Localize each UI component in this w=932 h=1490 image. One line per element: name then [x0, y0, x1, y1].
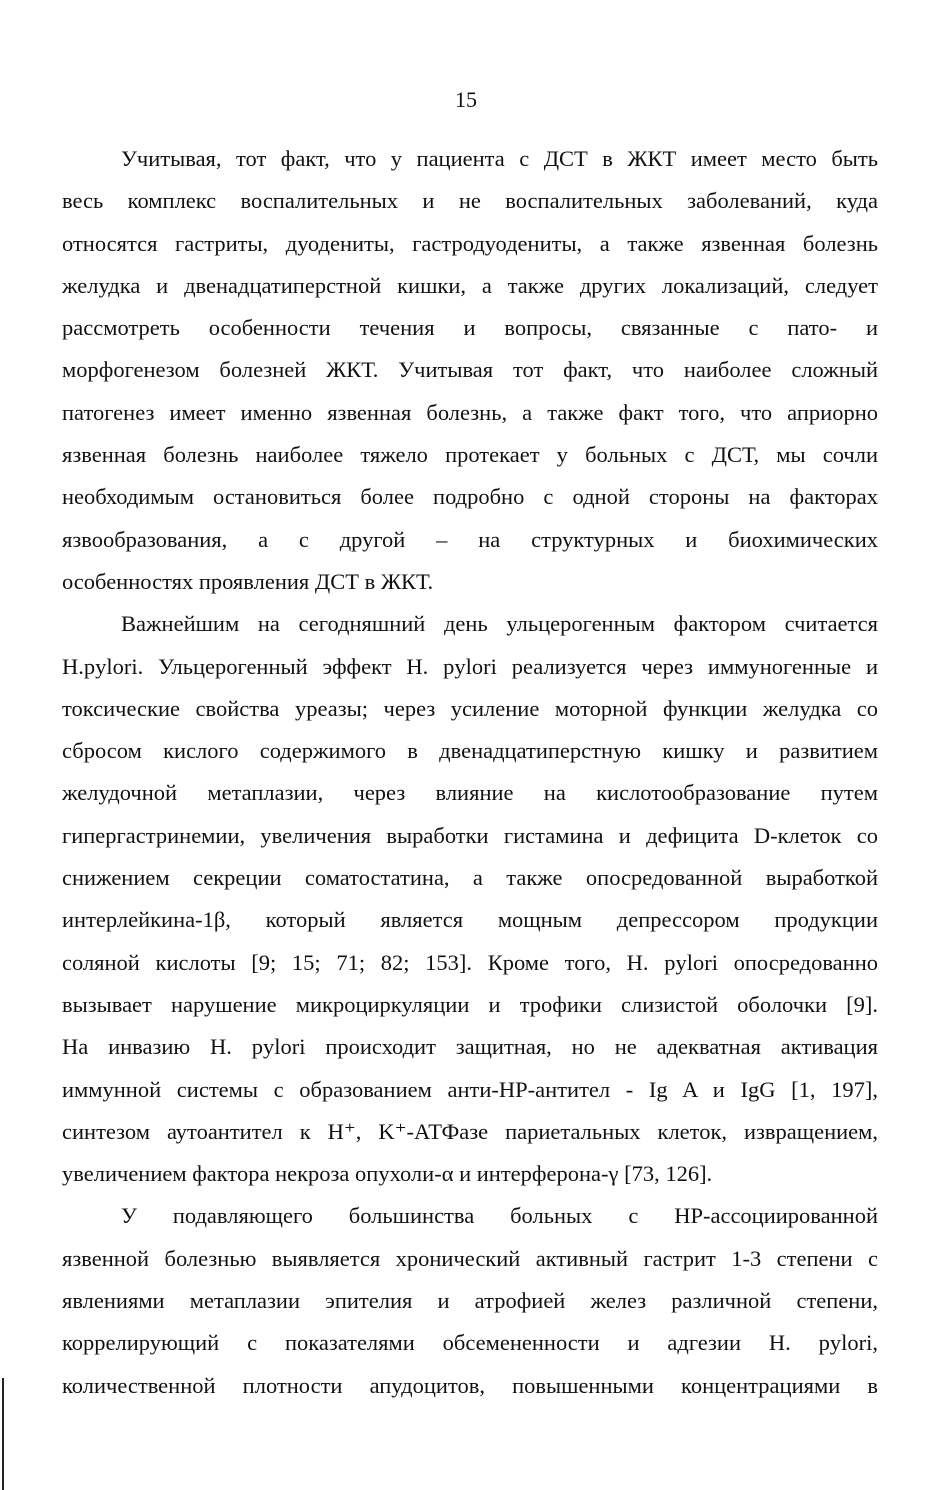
text-line: весь комплекс воспалительных и не воспалительных заболеваний, куда	[62, 188, 878, 214]
text-line: язвенная болезнь наиболее тяжело протекает у больных с ДСТ, мы сочли	[62, 442, 878, 468]
text-line: увеличением фактора некроза опухоли-α и интерферона-γ [73, 126].	[62, 1161, 713, 1187]
text-line: коррелирующий с показателями обсемененности и адгезии H. pylori,	[62, 1330, 878, 1356]
text-line: язвообразования, а с другой – на структурных и биохимических	[62, 526, 878, 552]
text-line: относятся гастриты, дуодениты, гастродуодениты, а также язвенная болезнь	[62, 230, 878, 256]
text-line: интерлейкина-1β, который является мощным депрессором продукции	[62, 907, 878, 933]
text-line: снижением секреции соматостатина, а также опосредованной выработкой	[62, 865, 878, 891]
text-line: рассмотреть особенности течения и вопросы, связанные с пато- и	[62, 315, 878, 341]
document-body	[62, 138, 878, 1407]
text-line: сбросом кислого содержимого в двенадцатиперстную кишку и развитием	[62, 738, 878, 764]
scan-margin-line	[2, 1378, 4, 1490]
text-line: Важнейшим на сегодняшний день ульцерогенным фактором считается	[121, 611, 878, 637]
text-line: иммунной системы с образованием анти-HP-антител - Ig A и IgG [1, 197],	[62, 1076, 878, 1102]
text-line: Учитывая, тот факт, что у пациента с ДСТ в ЖКТ имеет место быть	[121, 146, 878, 171]
text-line: язвенной болезнью выявляется хронический активный гастрит 1-3 степени с	[62, 1245, 878, 1271]
text-line: На инвазию H. pylori происходит защитная, но не адекватная активация	[62, 1034, 878, 1060]
paragraph-3	[62, 1195, 878, 1406]
text-line: необходимым остановиться более подробно с одной стороны на факторах	[62, 484, 878, 510]
text-line: вызывает нарушение микроциркуляции и трофики слизистой оболочки [9].	[62, 991, 878, 1017]
page-number: 15	[455, 87, 477, 112]
text-line: желудочной метаплазии, через влияние на кислотообразование путем	[62, 780, 878, 806]
text-line: явлениями метаплазии эпителия и атрофией желез различной степени,	[62, 1288, 878, 1314]
text-line: особенностях проявления ДСТ в ЖКТ.	[62, 568, 434, 594]
text-line: желудка и двенадцатиперстной кишки, а также других локализаций, следует	[62, 272, 878, 298]
text-line: гипергастринемии, увеличения выработки гистамина и дефицита D-клеток со	[62, 822, 878, 848]
paragraph-2	[62, 603, 878, 1195]
text-line: соляной кислоты [9; 15; 71; 82; 153]. Кроме того, H. pylori опосредованно	[62, 949, 878, 975]
text-line: морфогенезом болезней ЖКТ. Учитывая тот факт, что наиболее сложный	[62, 357, 878, 383]
text-line: синтезом аутоантител к H⁺, K⁺-АТФазе париетальных клеток, извращением,	[62, 1118, 878, 1144]
text-line: H.pylori. Ульцерогенный эффект H. pylori реализуется через иммуногенные и	[62, 653, 878, 679]
paragraph-1	[62, 138, 878, 603]
text-line: количественной плотности апудоцитов, повышенными концентрациями в	[62, 1372, 878, 1398]
text-line: патогенез имеет именно язвенная болезнь, а также факт того, что априорно	[62, 399, 878, 425]
text-line: У подавляющего большинства больных с HP-ассоциированной	[121, 1203, 878, 1229]
text-line: токсические свойства уреазы; через усиление моторной функции желудка со	[62, 695, 878, 721]
